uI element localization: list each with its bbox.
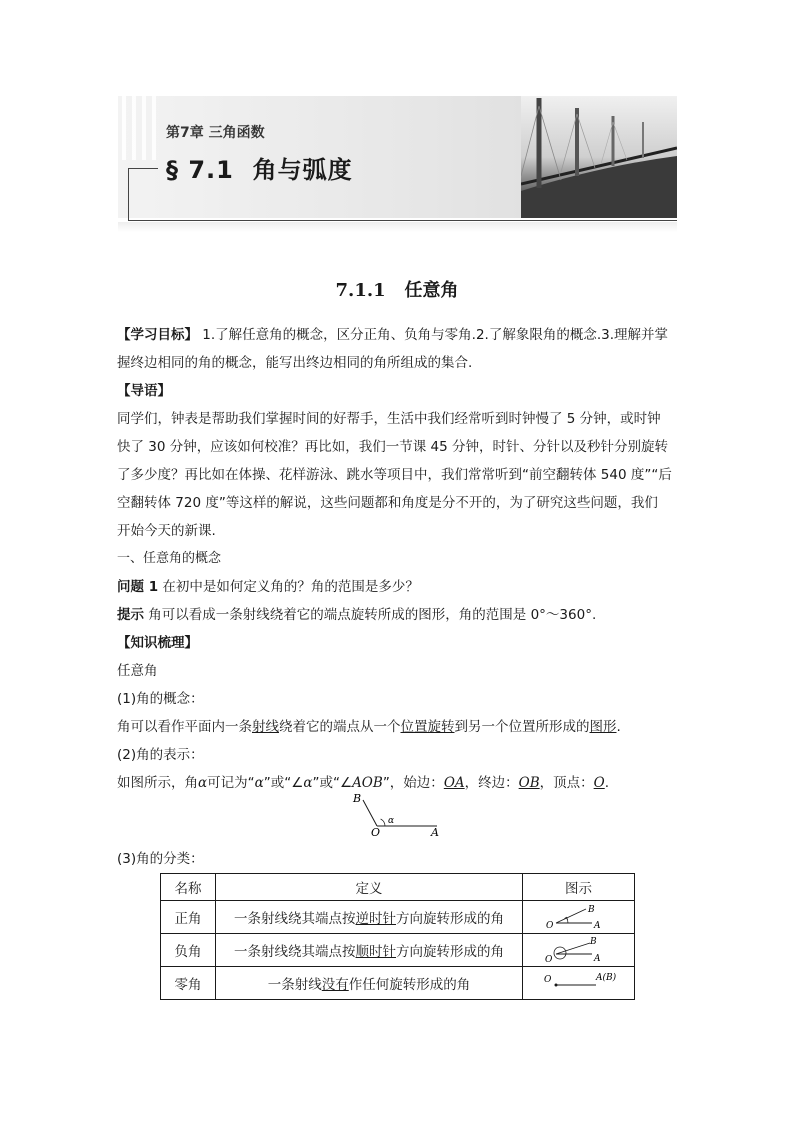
section-number: § 7.1 <box>166 156 234 184</box>
row-figure <box>523 901 635 934</box>
learning-goals <box>117 321 677 797</box>
blank-terminal-side: OB <box>518 775 540 791</box>
row-name: 负角 <box>161 934 216 967</box>
table-row <box>161 901 635 934</box>
intro-line: 开始今天的新课. <box>117 523 216 539</box>
intro-line: 空翻转体 720 度”等这样的解说，这些问题都和角度是分不开的，为了研究这些问题，我们 <box>117 495 658 511</box>
goals-line-2: 握终边相同的角的概念，能写出终边相同的角所组成的集合. <box>117 355 473 371</box>
figure-label-a: A <box>431 826 439 838</box>
svg-text:B: B <box>589 937 597 947</box>
blank-ray: 射线 <box>252 719 279 735</box>
intro-line: 快了 30 分钟，应该如何校准？再比如，我们一节课 45 分钟，时针、分针以及秒针分别旋转 <box>117 439 669 455</box>
row-figure <box>523 934 635 967</box>
svg-text:A: A <box>593 954 600 964</box>
blank-initial-side: OA <box>443 775 465 791</box>
hint-label: 提示 <box>117 607 144 623</box>
row-name: 零角 <box>161 967 216 1000</box>
blank-vertex: O <box>593 775 605 791</box>
classify-heading: (3)角的分类： <box>117 851 204 867</box>
angle-classification-table <box>160 873 635 1000</box>
row-definition: 一条射线没有作任何旋转形成的角 <box>216 967 523 1000</box>
knowledge-tag: 【知识梳理】 <box>117 635 198 651</box>
svg-text:B: B <box>587 905 595 915</box>
goals-tag: 【学习目标】 <box>117 327 198 343</box>
table-row <box>161 934 635 967</box>
bridge-photo <box>521 96 677 218</box>
row-name: 正角 <box>161 901 216 934</box>
angle-figure <box>345 786 455 838</box>
col-header-name: 名称 <box>161 874 216 901</box>
subsection-name: 任意角 <box>404 280 459 301</box>
blank-ccw: 逆时针 <box>355 911 396 927</box>
banner-rule-vertical <box>128 168 129 220</box>
row-definition: 一条射线绕其端点按逆时针方向旋转形成的角 <box>216 901 523 934</box>
hint-text: 角可以看成一条射线绕着它的端点旋转所成的图形，角的范围是 0°～360°. <box>144 607 597 623</box>
col-header-definition: 定义 <box>216 874 523 901</box>
concept-definition: 角可以看作平面内一条射线绕着它的端点从一个位置旋转到另一个位置所形成的图形. <box>117 719 621 735</box>
concept-heading: (1)角的概念： <box>117 691 204 707</box>
knowledge-topic: 任意角 <box>117 663 158 679</box>
blank-figure: 图形 <box>589 719 617 735</box>
repr-heading: (2)角的表示： <box>117 747 204 763</box>
svg-text:O: O <box>545 921 553 931</box>
positive-angle-figure <box>534 901 624 933</box>
repr-sentence: 如图所示，角α可记为“α”或“∠α”或“∠AOB”，始边：OA，终边：OB，顶点：O. <box>117 775 610 791</box>
banner-rule-short <box>128 168 158 169</box>
zero-angle-figure <box>534 967 624 999</box>
section-name: 角与弧度 <box>252 156 353 184</box>
section-title <box>166 150 353 185</box>
blank-none: 没有 <box>321 977 349 993</box>
row-definition: 一条射线绕其端点按顺时针方向旋转形成的角 <box>216 934 523 967</box>
chapter-label: 第7章 三角函数 <box>166 125 265 141</box>
svg-text:O: O <box>543 975 551 985</box>
question-text: 在初中是如何定义角的？角的范围是多少？ <box>158 579 419 595</box>
svg-text:A(B): A(B) <box>595 973 616 983</box>
question-label: 问题 1 <box>117 579 159 595</box>
intro-line: 了多少度？再比如在体操、花样游泳、跳水等项目中，我们常常听到“前空翻转体 540 度”“后 <box>117 467 672 483</box>
svg-text:A: A <box>593 921 600 931</box>
blank-rotate: 位置旋转 <box>400 719 455 735</box>
negative-angle-figure <box>534 934 624 966</box>
intro-tag: 【导语】 <box>117 383 171 399</box>
subsection-number: 7.1.1 <box>335 280 386 301</box>
col-header-figure: 图示 <box>523 874 635 901</box>
classify-block <box>117 845 677 873</box>
table-header-row <box>161 874 635 901</box>
figure-label-alpha: α <box>388 816 395 826</box>
banner-shadow <box>118 222 677 232</box>
figure-label-o: O <box>371 826 381 838</box>
figure-label-b: B <box>353 792 362 805</box>
banner-stripes <box>118 96 160 160</box>
goals-line-1: 1.了解任意角的概念，区分正角、负角与零角.2.了解象限角的概念.3.理解并掌 <box>198 327 669 343</box>
row-figure <box>523 967 635 1000</box>
blank-cw: 顺时针 <box>355 944 396 960</box>
svg-text:O: O <box>544 955 552 965</box>
part1-heading: 一、任意角的概念 <box>117 551 222 566</box>
banner-rule-long <box>128 220 677 221</box>
subsection-title <box>0 276 794 302</box>
intro-line: 同学们，钟表是帮助我们掌握时间的好帮手，生活中我们经常听到时钟慢了 5 分钟，或时钟 <box>117 411 661 427</box>
table-row <box>161 967 635 1000</box>
